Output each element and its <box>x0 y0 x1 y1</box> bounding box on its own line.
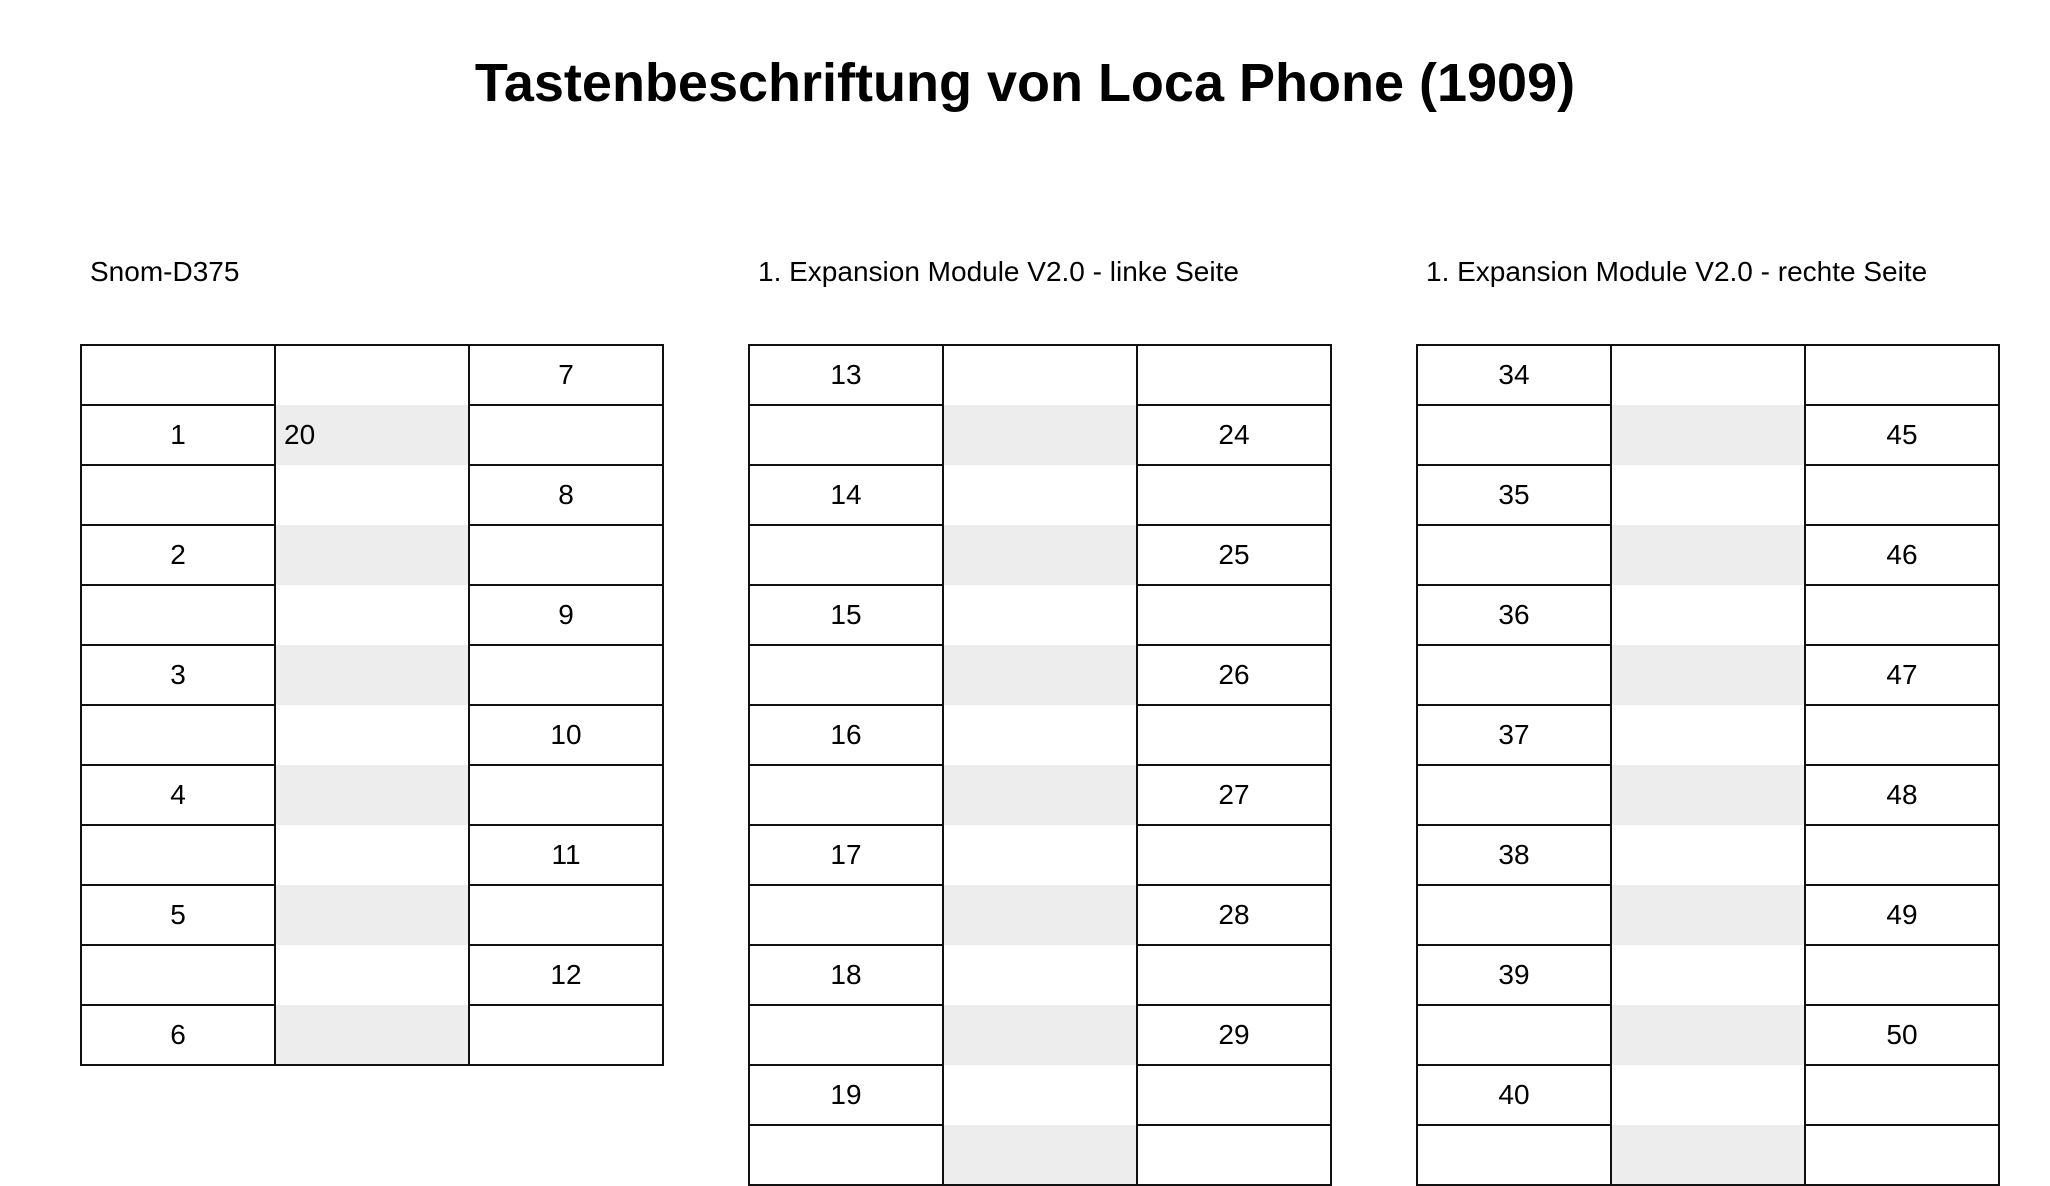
key-cell-left: 6 <box>81 1005 275 1065</box>
key-cell-right <box>469 645 663 705</box>
key-row <box>81 1005 663 1065</box>
key-cell-mid <box>1611 645 1805 705</box>
key-cell-left <box>749 405 943 465</box>
key-cell-mid <box>275 525 469 585</box>
key-cell-left <box>1417 765 1611 825</box>
key-cell-right <box>1137 705 1331 765</box>
key-cell-right <box>1805 705 1999 765</box>
key-cell-right <box>1137 465 1331 525</box>
key-cell-right: 24 <box>1137 405 1331 465</box>
key-cell-mid <box>275 945 469 1005</box>
key-row <box>1417 645 1999 705</box>
key-table-expansion-left <box>748 344 1332 1186</box>
key-row <box>749 585 1331 645</box>
key-row <box>81 465 663 525</box>
key-cell-left: 35 <box>1417 465 1611 525</box>
key-cell-left: 14 <box>749 465 943 525</box>
key-cell-right: 47 <box>1805 645 1999 705</box>
key-cell-mid <box>943 1125 1137 1185</box>
key-row <box>749 885 1331 945</box>
key-cell-mid <box>943 945 1137 1005</box>
key-cell-mid <box>1611 885 1805 945</box>
key-cell-mid <box>1611 465 1805 525</box>
key-row <box>1417 1005 1999 1065</box>
key-cell-left: 15 <box>749 585 943 645</box>
key-cell-mid <box>1611 405 1805 465</box>
key-row <box>1417 345 1999 405</box>
key-cell-right <box>1805 825 1999 885</box>
key-row <box>749 405 1331 465</box>
key-cell-left <box>81 825 275 885</box>
key-cell-mid <box>275 465 469 525</box>
key-row <box>81 945 663 1005</box>
key-cell-mid <box>943 885 1137 945</box>
key-cell-right <box>1805 585 1999 645</box>
key-cell-right <box>1137 585 1331 645</box>
key-cell-mid <box>943 525 1137 585</box>
key-row <box>81 765 663 825</box>
key-cell-right <box>469 405 663 465</box>
section-label-expansion-right: 1. Expansion Module V2.0 - rechte Seite <box>1426 256 1928 287</box>
key-cell-left <box>1417 885 1611 945</box>
key-cell-left <box>81 345 275 405</box>
key-cell-left <box>1417 1125 1611 1185</box>
key-row <box>749 1005 1331 1065</box>
key-cell-mid <box>1611 825 1805 885</box>
key-cell-mid <box>1611 1125 1805 1185</box>
key-cell-left: 39 <box>1417 945 1611 1005</box>
key-cell-left: 16 <box>749 705 943 765</box>
key-table-expansion-right <box>1416 344 2000 1186</box>
key-cell-right <box>469 885 663 945</box>
key-cell-right <box>1805 465 1999 525</box>
key-row <box>1417 1125 1999 1185</box>
key-row <box>749 1125 1331 1185</box>
key-cell-mid <box>1611 945 1805 1005</box>
key-cell-right <box>469 765 663 825</box>
key-cell-right: 9 <box>469 585 663 645</box>
key-cell-left: 34 <box>1417 345 1611 405</box>
key-cell-mid <box>275 645 469 705</box>
key-row <box>749 825 1331 885</box>
key-cell-right: 28 <box>1137 885 1331 945</box>
key-cell-left <box>81 705 275 765</box>
key-cell-right: 10 <box>469 705 663 765</box>
key-row <box>81 345 663 405</box>
key-cell-mid <box>275 585 469 645</box>
key-row <box>749 345 1331 405</box>
key-cell-mid: 20 <box>275 405 469 465</box>
key-cell-right <box>1137 825 1331 885</box>
key-cell-right: 48 <box>1805 765 1999 825</box>
key-cell-right: 50 <box>1805 1005 1999 1065</box>
key-cell-left: 1 <box>81 405 275 465</box>
key-cell-mid <box>943 345 1137 405</box>
key-cell-left <box>1417 525 1611 585</box>
key-row <box>1417 405 1999 465</box>
key-row <box>1417 585 1999 645</box>
key-cell-mid <box>1611 1065 1805 1125</box>
key-cell-right <box>1137 945 1331 1005</box>
key-cell-mid <box>275 825 469 885</box>
section-label-snom-d375: Snom-D375 <box>90 256 240 287</box>
key-cell-left: 38 <box>1417 825 1611 885</box>
key-row <box>1417 525 1999 585</box>
key-cell-left: 19 <box>749 1065 943 1125</box>
key-cell-left <box>749 1005 943 1065</box>
key-cell-right <box>1137 1125 1331 1185</box>
key-row <box>1417 1065 1999 1125</box>
key-row <box>81 705 663 765</box>
key-row <box>749 765 1331 825</box>
key-cell-right <box>1805 345 1999 405</box>
section-label-expansion-left: 1. Expansion Module V2.0 - linke Seite <box>758 256 1239 287</box>
key-cell-left: 13 <box>749 345 943 405</box>
key-row <box>749 945 1331 1005</box>
key-cell-left <box>1417 1005 1611 1065</box>
key-cell-left <box>749 765 943 825</box>
key-cell-left <box>749 885 943 945</box>
key-cell-mid <box>943 1005 1137 1065</box>
key-cell-mid <box>943 465 1137 525</box>
key-row <box>1417 885 1999 945</box>
key-cell-mid <box>275 1005 469 1065</box>
key-cell-mid <box>943 825 1137 885</box>
key-cell-left: 36 <box>1417 585 1611 645</box>
key-cell-mid <box>1611 525 1805 585</box>
key-cell-left <box>81 465 275 525</box>
key-cell-left: 5 <box>81 885 275 945</box>
key-cell-right <box>469 1005 663 1065</box>
key-row <box>1417 705 1999 765</box>
key-cell-right: 29 <box>1137 1005 1331 1065</box>
key-cell-left: 40 <box>1417 1065 1611 1125</box>
key-cell-mid <box>275 885 469 945</box>
key-cell-mid <box>943 585 1137 645</box>
key-cell-left: 18 <box>749 945 943 1005</box>
key-cell-right <box>1805 945 1999 1005</box>
key-row <box>749 525 1331 585</box>
key-cell-left: 3 <box>81 645 275 705</box>
key-cell-right: 25 <box>1137 525 1331 585</box>
key-cell-right <box>469 525 663 585</box>
key-cell-mid <box>943 765 1137 825</box>
key-cell-mid <box>943 1065 1137 1125</box>
key-cell-left <box>1417 645 1611 705</box>
key-cell-left: 37 <box>1417 705 1611 765</box>
key-cell-mid <box>943 645 1137 705</box>
key-cell-right: 46 <box>1805 525 1999 585</box>
key-cell-mid <box>275 765 469 825</box>
key-row <box>81 405 663 465</box>
key-cell-mid <box>1611 705 1805 765</box>
key-cell-mid <box>1611 1005 1805 1065</box>
key-cell-left <box>81 945 275 1005</box>
key-cell-left <box>749 1125 943 1185</box>
key-row <box>1417 465 1999 525</box>
key-cell-right <box>1137 1065 1331 1125</box>
key-row <box>749 705 1331 765</box>
key-cell-left: 17 <box>749 825 943 885</box>
key-cell-left <box>749 645 943 705</box>
key-cell-right: 26 <box>1137 645 1331 705</box>
key-cell-right <box>1137 345 1331 405</box>
key-cell-left <box>81 585 275 645</box>
key-row <box>1417 825 1999 885</box>
key-cell-mid <box>275 345 469 405</box>
key-cell-right: 45 <box>1805 405 1999 465</box>
key-cell-right: 8 <box>469 465 663 525</box>
key-cell-mid <box>1611 345 1805 405</box>
key-cell-mid <box>943 705 1137 765</box>
key-cell-right: 27 <box>1137 765 1331 825</box>
key-cell-right: 7 <box>469 345 663 405</box>
key-row <box>81 585 663 645</box>
key-row <box>1417 765 1999 825</box>
key-row <box>1417 945 1999 1005</box>
key-row <box>749 1065 1331 1125</box>
key-cell-left <box>1417 405 1611 465</box>
key-row <box>81 825 663 885</box>
key-cell-left: 4 <box>81 765 275 825</box>
key-cell-left <box>749 525 943 585</box>
key-cell-right: 49 <box>1805 885 1999 945</box>
key-row <box>749 465 1331 525</box>
key-cell-right: 12 <box>469 945 663 1005</box>
key-row <box>81 645 663 705</box>
key-cell-right <box>1805 1125 1999 1185</box>
key-cell-mid <box>943 405 1137 465</box>
key-cell-right <box>1805 1065 1999 1125</box>
key-cell-mid <box>1611 585 1805 645</box>
page-title: Tastenbeschriftung von Loca Phone (1909) <box>474 53 1576 113</box>
key-row <box>81 525 663 585</box>
key-cell-mid <box>275 705 469 765</box>
key-row <box>81 885 663 945</box>
key-cell-left: 2 <box>81 525 275 585</box>
key-cell-mid <box>1611 765 1805 825</box>
key-row <box>749 645 1331 705</box>
key-table-snom-d375 <box>80 344 664 1066</box>
key-cell-right: 11 <box>469 825 663 885</box>
